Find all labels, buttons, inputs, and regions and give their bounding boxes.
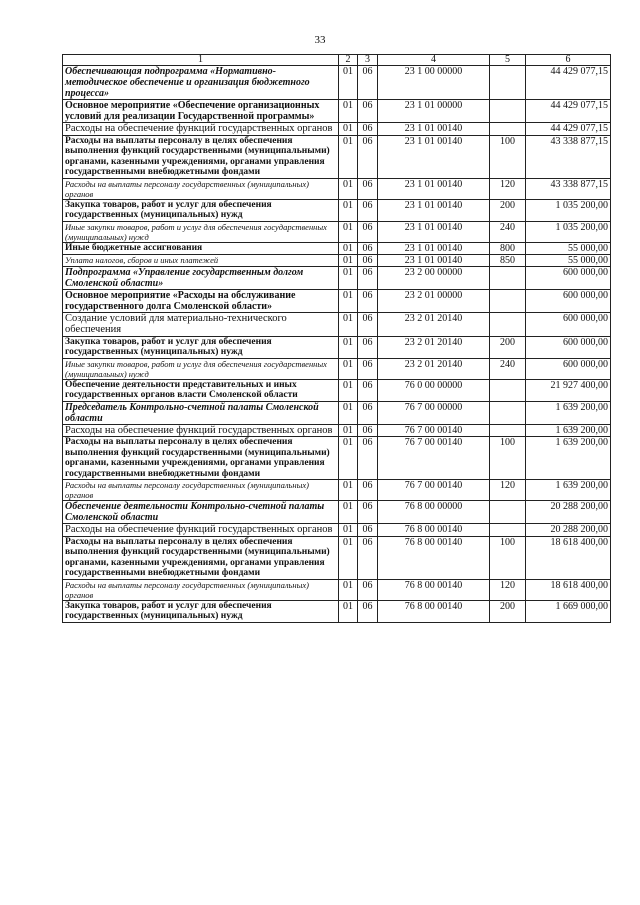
row-name: Основное мероприятие «Расходы на обслуживание государственного долга Смоленской области» <box>63 289 339 312</box>
row-name: Подпрограмма «Управление государственным долгом Смоленской области» <box>63 266 339 289</box>
row-section: 01 <box>339 401 358 424</box>
row-subsection: 06 <box>358 100 378 123</box>
row-section: 01 <box>339 536 358 579</box>
row-section: 01 <box>339 358 358 379</box>
row-section: 01 <box>339 66 358 100</box>
row-expense-type <box>490 379 526 401</box>
table-row <box>63 199 611 221</box>
row-name: Расходы на выплаты персоналу государственных (муниципальных) органов <box>63 579 339 600</box>
row-amount: 43 338 877,15 <box>526 135 611 178</box>
row-section: 01 <box>339 135 358 178</box>
row-section: 01 <box>339 221 358 242</box>
row-amount: 55 000,00 <box>526 254 611 266</box>
table-row <box>63 480 611 501</box>
row-name: Обеспечение деятельности представительных и иных государственных органов власти Смоленской области <box>63 379 339 401</box>
row-subsection: 06 <box>358 254 378 266</box>
row-section: 01 <box>339 312 358 336</box>
row-amount: 18 618 400,00 <box>526 579 611 600</box>
row-amount: 20 288 200,00 <box>526 501 611 524</box>
row-amount: 600 000,00 <box>526 266 611 289</box>
row-target-article: 23 1 01 00140 <box>378 199 490 221</box>
row-subsection: 06 <box>358 579 378 600</box>
row-expense-type: 850 <box>490 254 526 266</box>
row-amount: 1 639 200,00 <box>526 424 611 437</box>
row-subsection: 06 <box>358 501 378 524</box>
row-expense-type <box>490 424 526 437</box>
page-number: 33 <box>314 34 326 46</box>
row-amount: 600 000,00 <box>526 289 611 312</box>
row-target-article: 76 8 00 00140 <box>378 536 490 579</box>
row-name: Уплата налогов, сборов и иных платежей <box>63 254 339 266</box>
row-subsection: 06 <box>358 358 378 379</box>
row-amount: 1 035 200,00 <box>526 221 611 242</box>
table-row <box>63 437 611 480</box>
row-name: Создание условий для материально-технического обеспечения <box>63 312 339 336</box>
row-section: 01 <box>339 336 358 358</box>
row-section: 01 <box>339 424 358 437</box>
row-section: 01 <box>339 242 358 254</box>
budget-table <box>62 54 611 623</box>
row-expense-type: 240 <box>490 221 526 242</box>
table-row <box>63 536 611 579</box>
table-row <box>63 379 611 401</box>
table-row <box>63 100 611 123</box>
row-expense-type: 200 <box>490 336 526 358</box>
row-amount: 1 639 200,00 <box>526 480 611 501</box>
row-section: 01 <box>339 524 358 537</box>
row-target-article: 23 1 00 00000 <box>378 66 490 100</box>
row-expense-type: 200 <box>490 600 526 622</box>
row-target-article: 23 2 01 20140 <box>378 336 490 358</box>
row-name: Расходы на выплаты персоналу в целях обеспечения выполнения функций государственными (муниципальными) органами, казенными учреждениями, органами управления государственными внебюджетными фондами <box>63 437 339 480</box>
table-row <box>63 289 611 312</box>
row-expense-type <box>490 401 526 424</box>
row-target-article: 23 1 01 00140 <box>378 123 490 136</box>
row-target-article: 23 2 01 20140 <box>378 312 490 336</box>
row-section: 01 <box>339 579 358 600</box>
row-expense-type: 800 <box>490 242 526 254</box>
table-row <box>63 401 611 424</box>
column-header: 3 <box>358 55 378 66</box>
row-amount: 20 288 200,00 <box>526 524 611 537</box>
table-row <box>63 524 611 537</box>
row-name: Обеспечение деятельности Контрольно-счетной палаты Смоленской области <box>63 501 339 524</box>
row-expense-type: 120 <box>490 480 526 501</box>
row-amount: 600 000,00 <box>526 358 611 379</box>
row-target-article: 23 2 01 00000 <box>378 289 490 312</box>
row-amount: 44 429 077,15 <box>526 100 611 123</box>
row-section: 01 <box>339 123 358 136</box>
row-expense-type: 100 <box>490 437 526 480</box>
row-target-article: 76 7 00 00140 <box>378 437 490 480</box>
row-expense-type <box>490 66 526 100</box>
column-header: 6 <box>526 55 611 66</box>
column-header: 1 <box>63 55 339 66</box>
table-row <box>63 358 611 379</box>
table-row <box>63 336 611 358</box>
table-row <box>63 123 611 136</box>
row-target-article: 76 8 00 00140 <box>378 579 490 600</box>
row-amount: 1 035 200,00 <box>526 199 611 221</box>
table-row <box>63 254 611 266</box>
row-name: Расходы на обеспечение функций государственных органов <box>63 123 339 136</box>
row-expense-type <box>490 501 526 524</box>
row-target-article: 23 1 01 00140 <box>378 178 490 199</box>
row-section: 01 <box>339 178 358 199</box>
row-target-article: 23 1 01 00000 <box>378 100 490 123</box>
row-name: Иные бюджетные ассигнования <box>63 242 339 254</box>
row-subsection: 06 <box>358 379 378 401</box>
row-subsection: 06 <box>358 536 378 579</box>
row-subsection: 06 <box>358 336 378 358</box>
header-row <box>63 55 611 66</box>
row-section: 01 <box>339 600 358 622</box>
row-expense-type: 100 <box>490 536 526 579</box>
row-amount: 44 429 077,15 <box>526 66 611 100</box>
row-name: Расходы на выплаты персоналу государственных (муниципальных) органов <box>63 480 339 501</box>
row-target-article: 23 1 01 00140 <box>378 242 490 254</box>
row-name: Расходы на обеспечение функций государственных органов <box>63 424 339 437</box>
row-amount: 21 927 400,00 <box>526 379 611 401</box>
row-section: 01 <box>339 254 358 266</box>
row-amount: 600 000,00 <box>526 336 611 358</box>
row-name: Обеспечивающая подпрограмма «Нормативно-методическое обеспечение и организация бюджетного процесса» <box>63 66 339 100</box>
row-section: 01 <box>339 437 358 480</box>
table-row <box>63 600 611 622</box>
row-expense-type <box>490 312 526 336</box>
row-target-article: 76 8 00 00140 <box>378 600 490 622</box>
column-header: 5 <box>490 55 526 66</box>
row-subsection: 06 <box>358 424 378 437</box>
row-target-article: 76 8 00 00140 <box>378 524 490 537</box>
row-target-article: 76 8 00 00000 <box>378 501 490 524</box>
row-name: Закупка товаров, работ и услуг для обеспечения государственных (муниципальных) нужд <box>63 199 339 221</box>
row-name: Расходы на выплаты персоналу в целях обеспечения выполнения функций государственными (муниципальными) органами, казенными учреждениями, органами управления государственными внебюджетными фондами <box>63 536 339 579</box>
table-row <box>63 579 611 600</box>
row-name: Закупка товаров, работ и услуг для обеспечения государственных (муниципальных) нужд <box>63 336 339 358</box>
row-expense-type: 120 <box>490 178 526 199</box>
row-expense-type <box>490 123 526 136</box>
row-name: Расходы на выплаты персоналу государственных (муниципальных) органов <box>63 178 339 199</box>
row-expense-type <box>490 524 526 537</box>
row-amount: 1 639 200,00 <box>526 401 611 424</box>
table-row <box>63 178 611 199</box>
row-expense-type: 240 <box>490 358 526 379</box>
row-expense-type: 120 <box>490 579 526 600</box>
row-subsection: 06 <box>358 437 378 480</box>
row-subsection: 06 <box>358 480 378 501</box>
row-section: 01 <box>339 199 358 221</box>
row-subsection: 06 <box>358 123 378 136</box>
row-section: 01 <box>339 266 358 289</box>
row-subsection: 06 <box>358 178 378 199</box>
row-subsection: 06 <box>358 266 378 289</box>
row-target-article: 23 1 01 00140 <box>378 135 490 178</box>
row-subsection: 06 <box>358 66 378 100</box>
row-target-article: 23 1 01 00140 <box>378 254 490 266</box>
row-amount: 55 000,00 <box>526 242 611 254</box>
row-subsection: 06 <box>358 242 378 254</box>
column-header: 2 <box>339 55 358 66</box>
row-name: Иные закупки товаров, работ и услуг для обеспечения государственных (муниципальных) нужд <box>63 358 339 379</box>
row-amount: 43 338 877,15 <box>526 178 611 199</box>
row-name: Председатель Контрольно-счетной палаты Смоленской области <box>63 401 339 424</box>
row-subsection: 06 <box>358 221 378 242</box>
row-name: Иные закупки товаров, работ и услуг для обеспечения государственных (муниципальных) нужд <box>63 221 339 242</box>
row-amount: 44 429 077,15 <box>526 123 611 136</box>
row-subsection: 06 <box>358 312 378 336</box>
row-section: 01 <box>339 480 358 501</box>
row-subsection: 06 <box>358 600 378 622</box>
row-target-article: 76 7 00 00140 <box>378 424 490 437</box>
row-name: Закупка товаров, работ и услуг для обеспечения государственных (муниципальных) нужд <box>63 600 339 622</box>
row-amount: 18 618 400,00 <box>526 536 611 579</box>
column-header: 4 <box>378 55 490 66</box>
row-target-article: 23 2 01 20140 <box>378 358 490 379</box>
row-expense-type: 100 <box>490 135 526 178</box>
table-row <box>63 424 611 437</box>
table-row <box>63 266 611 289</box>
row-subsection: 06 <box>358 135 378 178</box>
row-amount: 1 639 200,00 <box>526 437 611 480</box>
table-row <box>63 312 611 336</box>
table-row <box>63 242 611 254</box>
row-section: 01 <box>339 501 358 524</box>
row-expense-type <box>490 100 526 123</box>
table-row <box>63 135 611 178</box>
row-subsection: 06 <box>358 524 378 537</box>
row-expense-type <box>490 266 526 289</box>
row-expense-type: 200 <box>490 199 526 221</box>
table-row <box>63 221 611 242</box>
row-name: Расходы на выплаты персоналу в целях обеспечения выполнения функций государственными (муниципальными) органами, казенными учреждениями, органами управления государственными внебюджетными фондами <box>63 135 339 178</box>
row-expense-type <box>490 289 526 312</box>
row-section: 01 <box>339 379 358 401</box>
row-name: Расходы на обеспечение функций государственных органов <box>63 524 339 537</box>
row-amount: 1 669 000,00 <box>526 600 611 622</box>
row-target-article: 76 7 00 00000 <box>378 401 490 424</box>
row-target-article: 23 1 01 00140 <box>378 221 490 242</box>
row-subsection: 06 <box>358 401 378 424</box>
row-target-article: 76 0 00 00000 <box>378 379 490 401</box>
table-row <box>63 501 611 524</box>
row-section: 01 <box>339 289 358 312</box>
row-target-article: 76 7 00 00140 <box>378 480 490 501</box>
row-target-article: 23 2 00 00000 <box>378 266 490 289</box>
row-subsection: 06 <box>358 199 378 221</box>
row-section: 01 <box>339 100 358 123</box>
row-name: Основное мероприятие «Обеспечение организационных условий для реализации Государственной программы» <box>63 100 339 123</box>
table-row <box>63 66 611 100</box>
row-amount: 600 000,00 <box>526 312 611 336</box>
row-subsection: 06 <box>358 289 378 312</box>
